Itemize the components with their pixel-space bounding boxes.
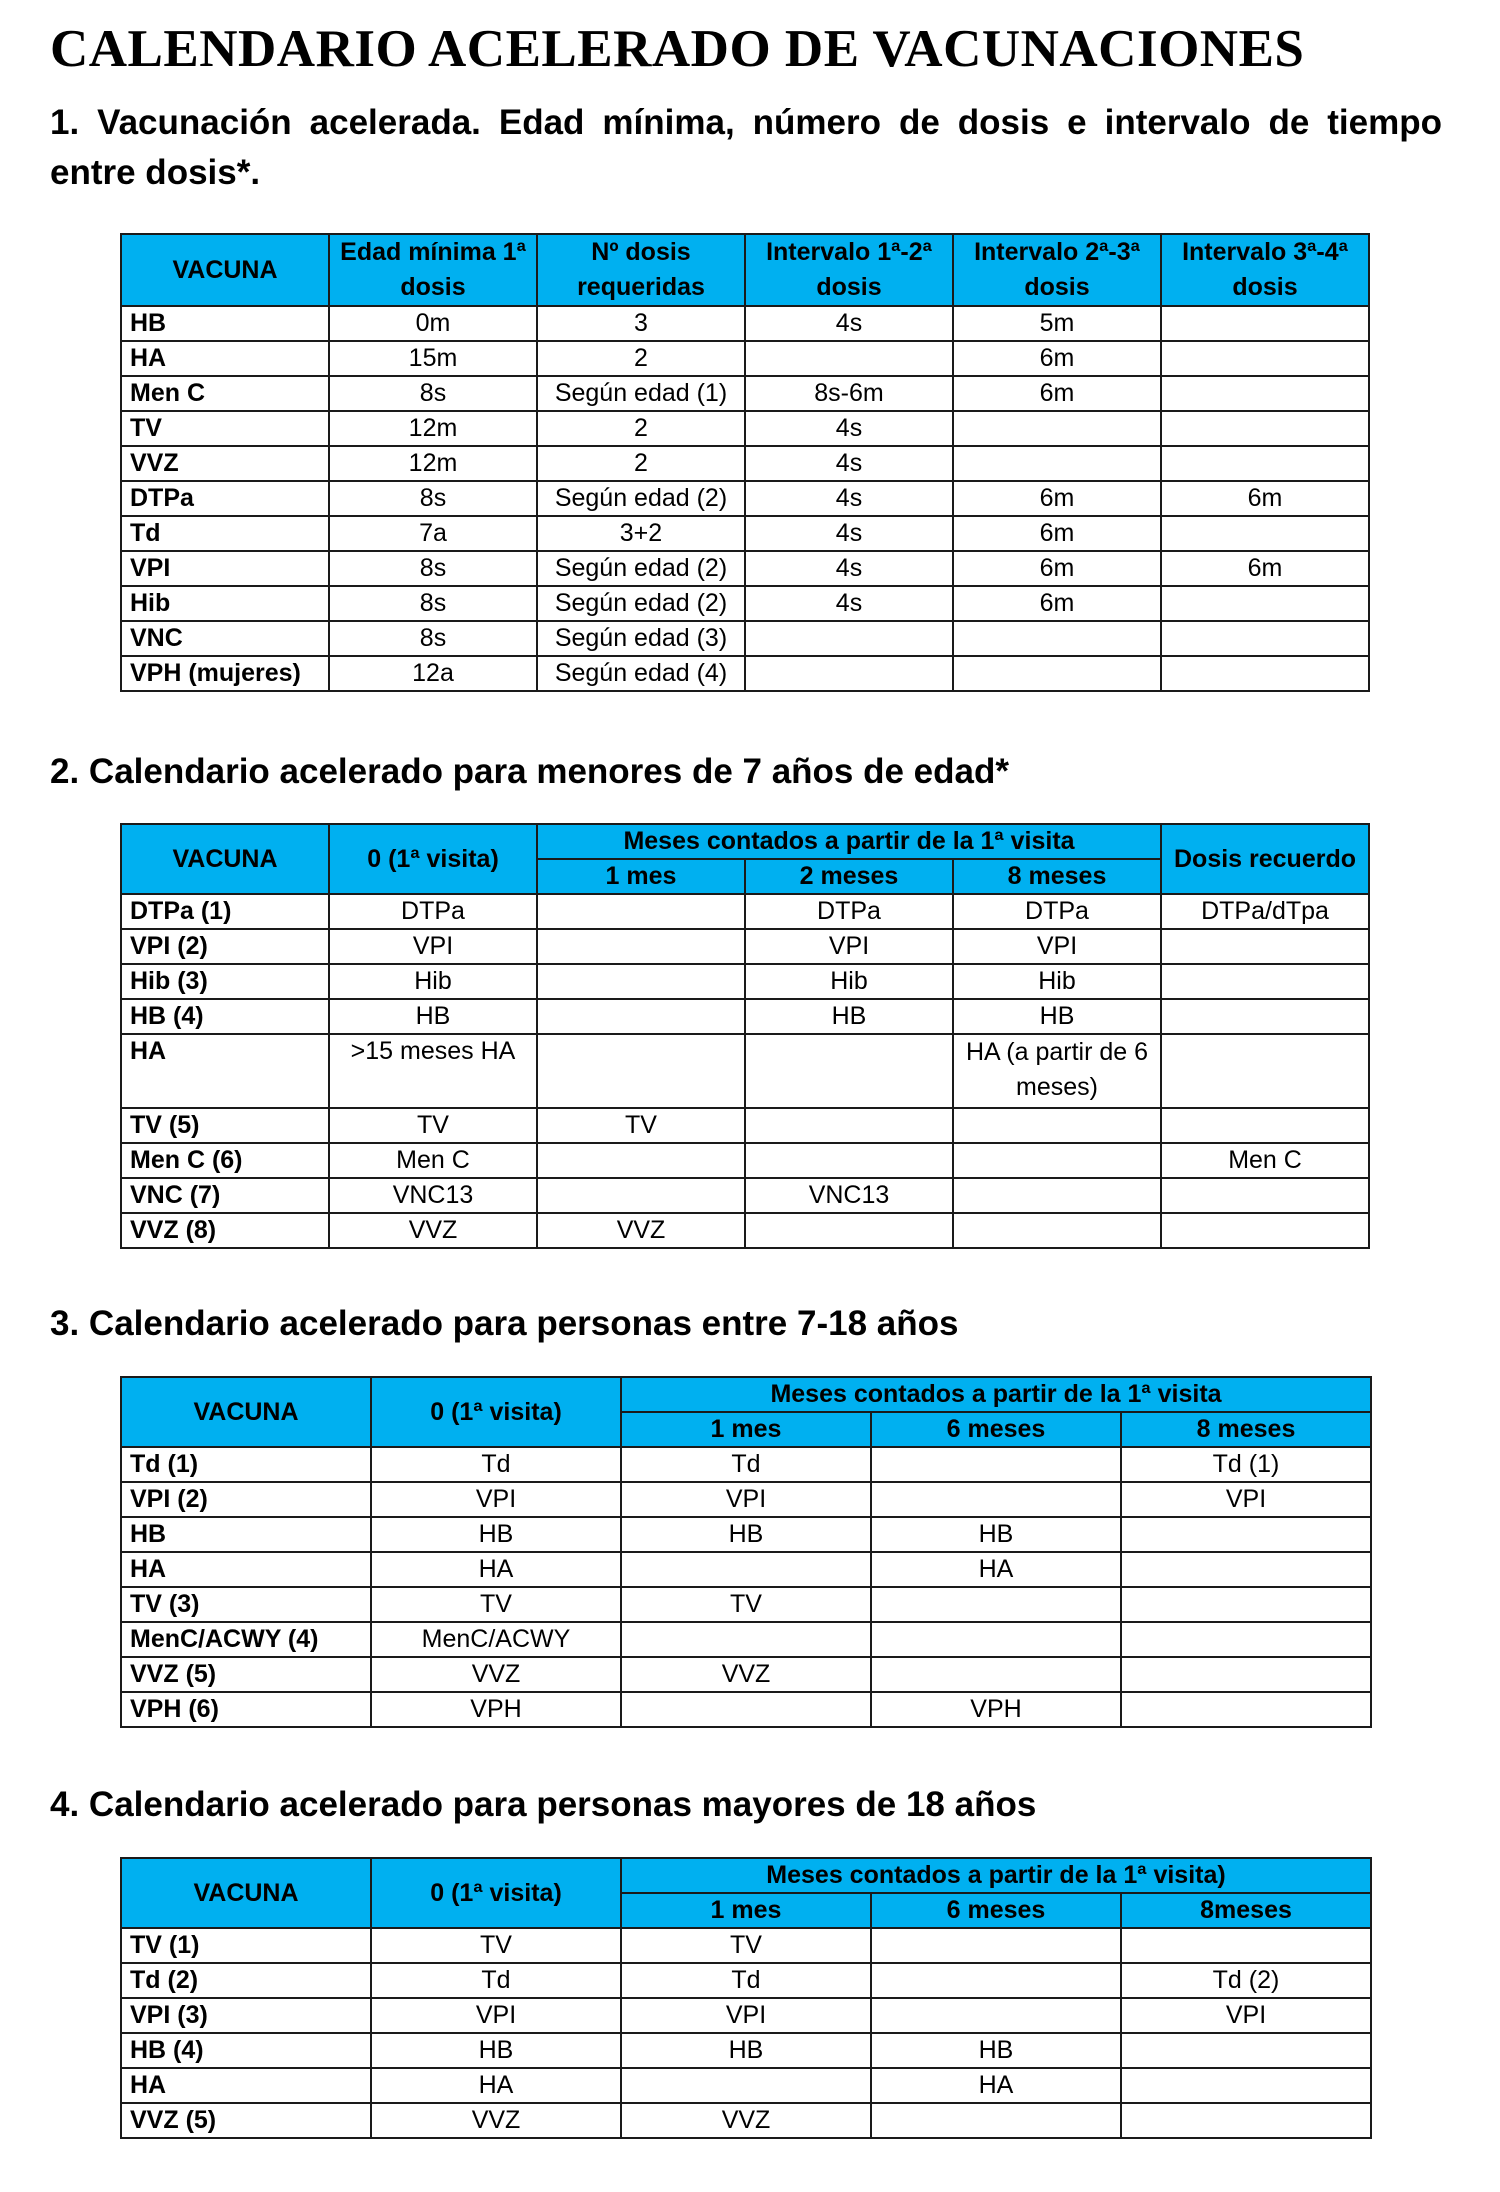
table-row — [121, 551, 1369, 586]
header-month-2: 6 meses — [871, 1893, 1121, 1928]
vaccine-name-cell: VVZ (5) — [121, 1657, 371, 1692]
table-cell — [1121, 1928, 1371, 1963]
table-row — [121, 2103, 1371, 2138]
table-cell — [1121, 1587, 1371, 1622]
table-cell — [1161, 586, 1369, 621]
table-cell: 6m — [953, 586, 1161, 621]
table-cell: HA (a partir de 6 meses) — [953, 1034, 1161, 1108]
table-cell: Td (2) — [1121, 1963, 1371, 1998]
table-cell: 6m — [1161, 551, 1369, 586]
table-cell — [1121, 1552, 1371, 1587]
table-cell — [953, 1108, 1161, 1143]
table-cell: 4s — [745, 551, 953, 586]
table-cell: Según edad (1) — [537, 376, 745, 411]
section-1-table — [120, 233, 1370, 692]
table-cell — [871, 1622, 1121, 1657]
table-cell: VPI — [953, 929, 1161, 964]
table-cell: HB — [621, 2033, 871, 2068]
header-edad-minima: Edad mínima 1ª dosis — [329, 234, 537, 306]
table-row — [121, 1034, 1369, 1108]
table-cell — [1121, 1692, 1371, 1727]
table-cell: Según edad (3) — [537, 621, 745, 656]
header-months-group: Meses contados a partir de la 1ª visita — [621, 1377, 1371, 1412]
table-cell — [537, 929, 745, 964]
vaccine-name-cell: VPI (3) — [121, 1998, 371, 2033]
table-row — [121, 1587, 1371, 1622]
table-cell — [871, 1998, 1121, 2033]
table-cell: TV — [537, 1108, 745, 1143]
header-first-visit: 0 (1ª visita) — [329, 824, 537, 894]
vaccine-name-cell: VPH (6) — [121, 1692, 371, 1727]
section-3-heading: 3. Calendario acelerado para personas entre 7-18 años — [50, 1304, 959, 1343]
vaccine-name-cell: Td (2) — [121, 1963, 371, 1998]
table-cell: HB — [871, 2033, 1121, 2068]
header-month-3: 8 meses — [1121, 1412, 1371, 1447]
header-month-2: 6 meses — [871, 1412, 1121, 1447]
table-row — [121, 1657, 1371, 1692]
table-cell: VNC13 — [745, 1178, 953, 1213]
table-cell: 2 — [537, 341, 745, 376]
table-cell — [1121, 1517, 1371, 1552]
section-3-table — [120, 1376, 1372, 1728]
table-cell — [537, 1143, 745, 1178]
header-month-3: 8 meses — [953, 859, 1161, 894]
section-3-table-body — [121, 1447, 1371, 1727]
table-row — [121, 1622, 1371, 1657]
table-cell: 8s — [329, 376, 537, 411]
table-cell — [537, 1034, 745, 1108]
table-cell — [953, 1143, 1161, 1178]
table-cell: VPI — [1121, 1998, 1371, 2033]
vaccine-name-cell: VPH (mujeres) — [121, 656, 329, 691]
table-cell: VNC13 — [329, 1178, 537, 1213]
header-num-dosis: Nº dosis requeridas — [537, 234, 745, 306]
table-cell: Hib — [953, 964, 1161, 999]
table-cell: Men C — [329, 1143, 537, 1178]
table-cell: 4s — [745, 446, 953, 481]
header-vacuna: VACUNA — [121, 824, 329, 894]
table-cell: Según edad (2) — [537, 551, 745, 586]
table-row — [121, 586, 1369, 621]
table-row — [121, 999, 1369, 1034]
table-row — [121, 516, 1369, 551]
table-cell: 7a — [329, 516, 537, 551]
table-cell: 12m — [329, 411, 537, 446]
table-cell: Td — [371, 1447, 621, 1482]
vaccine-name-cell: HB (4) — [121, 999, 329, 1034]
table-cell: VPI — [371, 1998, 621, 2033]
table-cell: HB — [871, 1517, 1121, 1552]
document-title: CALENDARIO ACELERADO DE VACUNACIONES — [50, 20, 1305, 78]
vaccine-name-cell: Td (1) — [121, 1447, 371, 1482]
table-cell — [745, 1034, 953, 1108]
table-row — [121, 481, 1369, 516]
table-cell — [745, 1143, 953, 1178]
table-cell: 6m — [953, 481, 1161, 516]
table-cell — [1161, 1108, 1369, 1143]
vaccine-name-cell: VPI — [121, 551, 329, 586]
table-cell — [1161, 341, 1369, 376]
table-row — [121, 1517, 1371, 1552]
table-cell: DTPa — [953, 894, 1161, 929]
table-row — [121, 306, 1369, 341]
vaccine-name-cell: VNC (7) — [121, 1178, 329, 1213]
table-cell: HA — [371, 1552, 621, 1587]
vaccine-name-cell: HA — [121, 1034, 329, 1108]
table-cell: DTPa/dTpa — [1161, 894, 1369, 929]
table-cell: 6m — [1161, 481, 1369, 516]
vaccine-name-cell: VNC — [121, 621, 329, 656]
table-cell — [871, 1482, 1121, 1517]
vaccine-name-cell: HA — [121, 341, 329, 376]
table-cell: VPI — [621, 1998, 871, 2033]
table-cell: >15 meses HA — [329, 1034, 537, 1108]
table-row — [121, 1178, 1369, 1213]
table-cell: HB — [621, 1517, 871, 1552]
vaccine-name-cell: HA — [121, 1552, 371, 1587]
table-cell: 12a — [329, 656, 537, 691]
table-cell: HB — [745, 999, 953, 1034]
table-cell — [745, 341, 953, 376]
table-cell: 6m — [953, 376, 1161, 411]
table-cell: VVZ — [621, 1657, 871, 1692]
table-cell: 4s — [745, 586, 953, 621]
header-months-group: Meses contados a partir de la 1ª visita) — [621, 1858, 1371, 1893]
table-cell: HB — [371, 1517, 621, 1552]
vaccine-name-cell: Hib — [121, 586, 329, 621]
table-cell: 5m — [953, 306, 1161, 341]
vaccine-name-cell: HB — [121, 1517, 371, 1552]
table-row — [121, 894, 1369, 929]
table-row — [121, 964, 1369, 999]
table-row — [121, 929, 1369, 964]
table-cell — [871, 1928, 1121, 1963]
table-row — [121, 1963, 1371, 1998]
table-cell: Según edad (4) — [537, 656, 745, 691]
table-cell: 6m — [953, 551, 1161, 586]
table-cell: 4s — [745, 481, 953, 516]
table-cell — [1161, 621, 1369, 656]
header-first-visit: 0 (1ª visita) — [371, 1858, 621, 1928]
section-4-table-body — [121, 1928, 1371, 2138]
table-cell: 12m — [329, 446, 537, 481]
table-row — [121, 2068, 1371, 2103]
table-cell — [1161, 306, 1369, 341]
vaccine-name-cell: HB — [121, 306, 329, 341]
table-cell: 2 — [537, 411, 745, 446]
table-cell — [953, 411, 1161, 446]
table-cell — [1161, 999, 1369, 1034]
table-cell: VVZ — [329, 1213, 537, 1248]
table-cell: VVZ — [371, 1657, 621, 1692]
table-cell — [871, 1657, 1121, 1692]
table-cell — [1161, 411, 1369, 446]
table-cell: HB — [329, 999, 537, 1034]
header-vacuna: VACUNA — [121, 1377, 371, 1447]
table-cell: 15m — [329, 341, 537, 376]
vaccine-name-cell: TV — [121, 411, 329, 446]
table-cell — [1161, 1034, 1369, 1108]
table-cell — [537, 894, 745, 929]
vaccine-name-cell: VVZ — [121, 446, 329, 481]
table-cell: VPI — [329, 929, 537, 964]
section-1-heading: 1. Vacunación acelerada. Edad mínima, número de dosis e intervalo de tiempo entre dosis*. — [50, 103, 1442, 192]
table-cell: VPH — [371, 1692, 621, 1727]
table-cell: 6m — [953, 516, 1161, 551]
table-cell: Td (1) — [1121, 1447, 1371, 1482]
table-cell — [745, 621, 953, 656]
table-cell: 8s-6m — [745, 376, 953, 411]
section-2-table — [120, 823, 1370, 1249]
table-cell: Según edad (2) — [537, 481, 745, 516]
table-cell: DTPa — [745, 894, 953, 929]
vaccine-name-cell: TV (5) — [121, 1108, 329, 1143]
table-row — [121, 2033, 1371, 2068]
table-cell: Hib — [745, 964, 953, 999]
vaccine-name-cell: VVZ (8) — [121, 1213, 329, 1248]
header-months-group: Meses contados a partir de la 1ª visita — [537, 824, 1161, 859]
header-vacuna: VACUNA — [121, 234, 329, 306]
header-vacuna: VACUNA — [121, 1858, 371, 1928]
section-4-heading: 4. Calendario acelerado para personas mayores de 18 años — [50, 1785, 1037, 1824]
table-cell — [621, 1622, 871, 1657]
table-cell: 3+2 — [537, 516, 745, 551]
table-cell: Men C — [1161, 1143, 1369, 1178]
table-cell — [1121, 2103, 1371, 2138]
table-cell: VPH — [871, 1692, 1121, 1727]
table-cell — [953, 446, 1161, 481]
table-cell — [1161, 516, 1369, 551]
table-cell — [871, 1587, 1121, 1622]
table-cell — [1161, 656, 1369, 691]
table-cell: HB — [953, 999, 1161, 1034]
table-cell — [953, 1178, 1161, 1213]
vaccine-name-cell: MenC/ACWY (4) — [121, 1622, 371, 1657]
table-cell: Td — [371, 1963, 621, 1998]
table-row — [121, 376, 1369, 411]
vaccine-name-cell: HA — [121, 2068, 371, 2103]
table-cell — [537, 1178, 745, 1213]
table-cell: TV — [371, 1587, 621, 1622]
table-cell: TV — [371, 1928, 621, 1963]
table-cell: VPI — [371, 1482, 621, 1517]
table-cell — [953, 1213, 1161, 1248]
table-cell — [871, 1963, 1121, 1998]
table-cell: HA — [871, 1552, 1121, 1587]
table-cell — [871, 1447, 1121, 1482]
vaccine-name-cell: VPI (2) — [121, 1482, 371, 1517]
section-2-table-body — [121, 894, 1369, 1248]
table-row — [121, 341, 1369, 376]
table-cell — [621, 2068, 871, 2103]
table-cell: MenC/ACWY — [371, 1622, 621, 1657]
table-cell: Según edad (2) — [537, 586, 745, 621]
table-cell — [953, 621, 1161, 656]
table-cell: VVZ — [371, 2103, 621, 2138]
table-cell — [1121, 1622, 1371, 1657]
header-month-1: 1 mes — [537, 859, 745, 894]
vaccine-name-cell: Men C — [121, 376, 329, 411]
header-booster: Dosis recuerdo — [1161, 824, 1369, 894]
header-month-1: 1 mes — [621, 1893, 871, 1928]
table-cell — [1121, 2033, 1371, 2068]
table-row — [121, 1928, 1371, 1963]
table-cell: TV — [329, 1108, 537, 1143]
table-cell: VPI — [621, 1482, 871, 1517]
table-cell: 4s — [745, 516, 953, 551]
table-cell — [1161, 929, 1369, 964]
table-row — [121, 1447, 1371, 1482]
vaccine-name-cell: DTPa (1) — [121, 894, 329, 929]
header-intervalo-3-4: Intervalo 3ª-4ª dosis — [1161, 234, 1369, 306]
table-cell — [1161, 1213, 1369, 1248]
table-row — [121, 1482, 1371, 1517]
table-row — [121, 1108, 1369, 1143]
table-cell: TV — [621, 1587, 871, 1622]
table-row — [121, 1143, 1369, 1178]
header-intervalo-2-3: Intervalo 2ª-3ª dosis — [953, 234, 1161, 306]
table-row — [121, 1692, 1371, 1727]
table-cell: HB — [371, 2033, 621, 2068]
table-row — [121, 1552, 1371, 1587]
table-cell — [537, 964, 745, 999]
table-cell: DTPa — [329, 894, 537, 929]
table-cell — [537, 999, 745, 1034]
table-row — [121, 411, 1369, 446]
table-cell: 8s — [329, 551, 537, 586]
vaccine-name-cell: Men C (6) — [121, 1143, 329, 1178]
table-cell — [871, 2103, 1121, 2138]
table-cell — [621, 1552, 871, 1587]
vaccine-name-cell: VPI (2) — [121, 929, 329, 964]
table-cell: VPI — [745, 929, 953, 964]
table-cell: VVZ — [537, 1213, 745, 1248]
table-cell: VPI — [1121, 1482, 1371, 1517]
vaccine-name-cell: Hib (3) — [121, 964, 329, 999]
vaccine-name-cell: Td — [121, 516, 329, 551]
table-cell: HA — [371, 2068, 621, 2103]
table-cell: 8s — [329, 481, 537, 516]
table-cell — [621, 1692, 871, 1727]
table-row — [121, 1998, 1371, 2033]
table-cell: 8s — [329, 586, 537, 621]
table-cell: 3 — [537, 306, 745, 341]
vaccine-name-cell: TV (1) — [121, 1928, 371, 1963]
table-cell: 0m — [329, 306, 537, 341]
vaccine-name-cell: TV (3) — [121, 1587, 371, 1622]
table-cell: 4s — [745, 411, 953, 446]
header-month-1: 1 mes — [621, 1412, 871, 1447]
vaccine-name-cell: HB (4) — [121, 2033, 371, 2068]
table-cell: Td — [621, 1963, 871, 1998]
table-cell — [745, 1108, 953, 1143]
header-first-visit: 0 (1ª visita) — [371, 1377, 621, 1447]
table-cell — [745, 656, 953, 691]
table-cell — [1121, 1657, 1371, 1692]
table-cell — [1161, 1178, 1369, 1213]
section-2-heading: 2. Calendario acelerado para menores de 7 años de edad* — [50, 752, 1009, 791]
header-intervalo-1-2: Intervalo 1ª-2ª dosis — [745, 234, 953, 306]
table-row — [121, 1213, 1369, 1248]
section-1-table-body — [121, 306, 1369, 691]
table-cell: 2 — [537, 446, 745, 481]
table-cell: TV — [621, 1928, 871, 1963]
table-cell: 6m — [953, 341, 1161, 376]
table-cell — [1161, 964, 1369, 999]
header-month-3: 8meses — [1121, 1893, 1371, 1928]
table-cell — [1121, 2068, 1371, 2103]
table-cell — [745, 1213, 953, 1248]
table-row — [121, 446, 1369, 481]
table-cell: 4s — [745, 306, 953, 341]
header-month-2: 2 meses — [745, 859, 953, 894]
table-row — [121, 621, 1369, 656]
table-cell — [1161, 446, 1369, 481]
table-cell: HA — [871, 2068, 1121, 2103]
table-cell — [1161, 376, 1369, 411]
table-cell — [953, 656, 1161, 691]
table-row — [121, 656, 1369, 691]
table-cell: VVZ — [621, 2103, 871, 2138]
table-cell: Hib — [329, 964, 537, 999]
table-cell: Td — [621, 1447, 871, 1482]
section-4-table — [120, 1857, 1372, 2139]
vaccine-name-cell: VVZ (5) — [121, 2103, 371, 2138]
vaccine-name-cell: DTPa — [121, 481, 329, 516]
table-cell: 8s — [329, 621, 537, 656]
